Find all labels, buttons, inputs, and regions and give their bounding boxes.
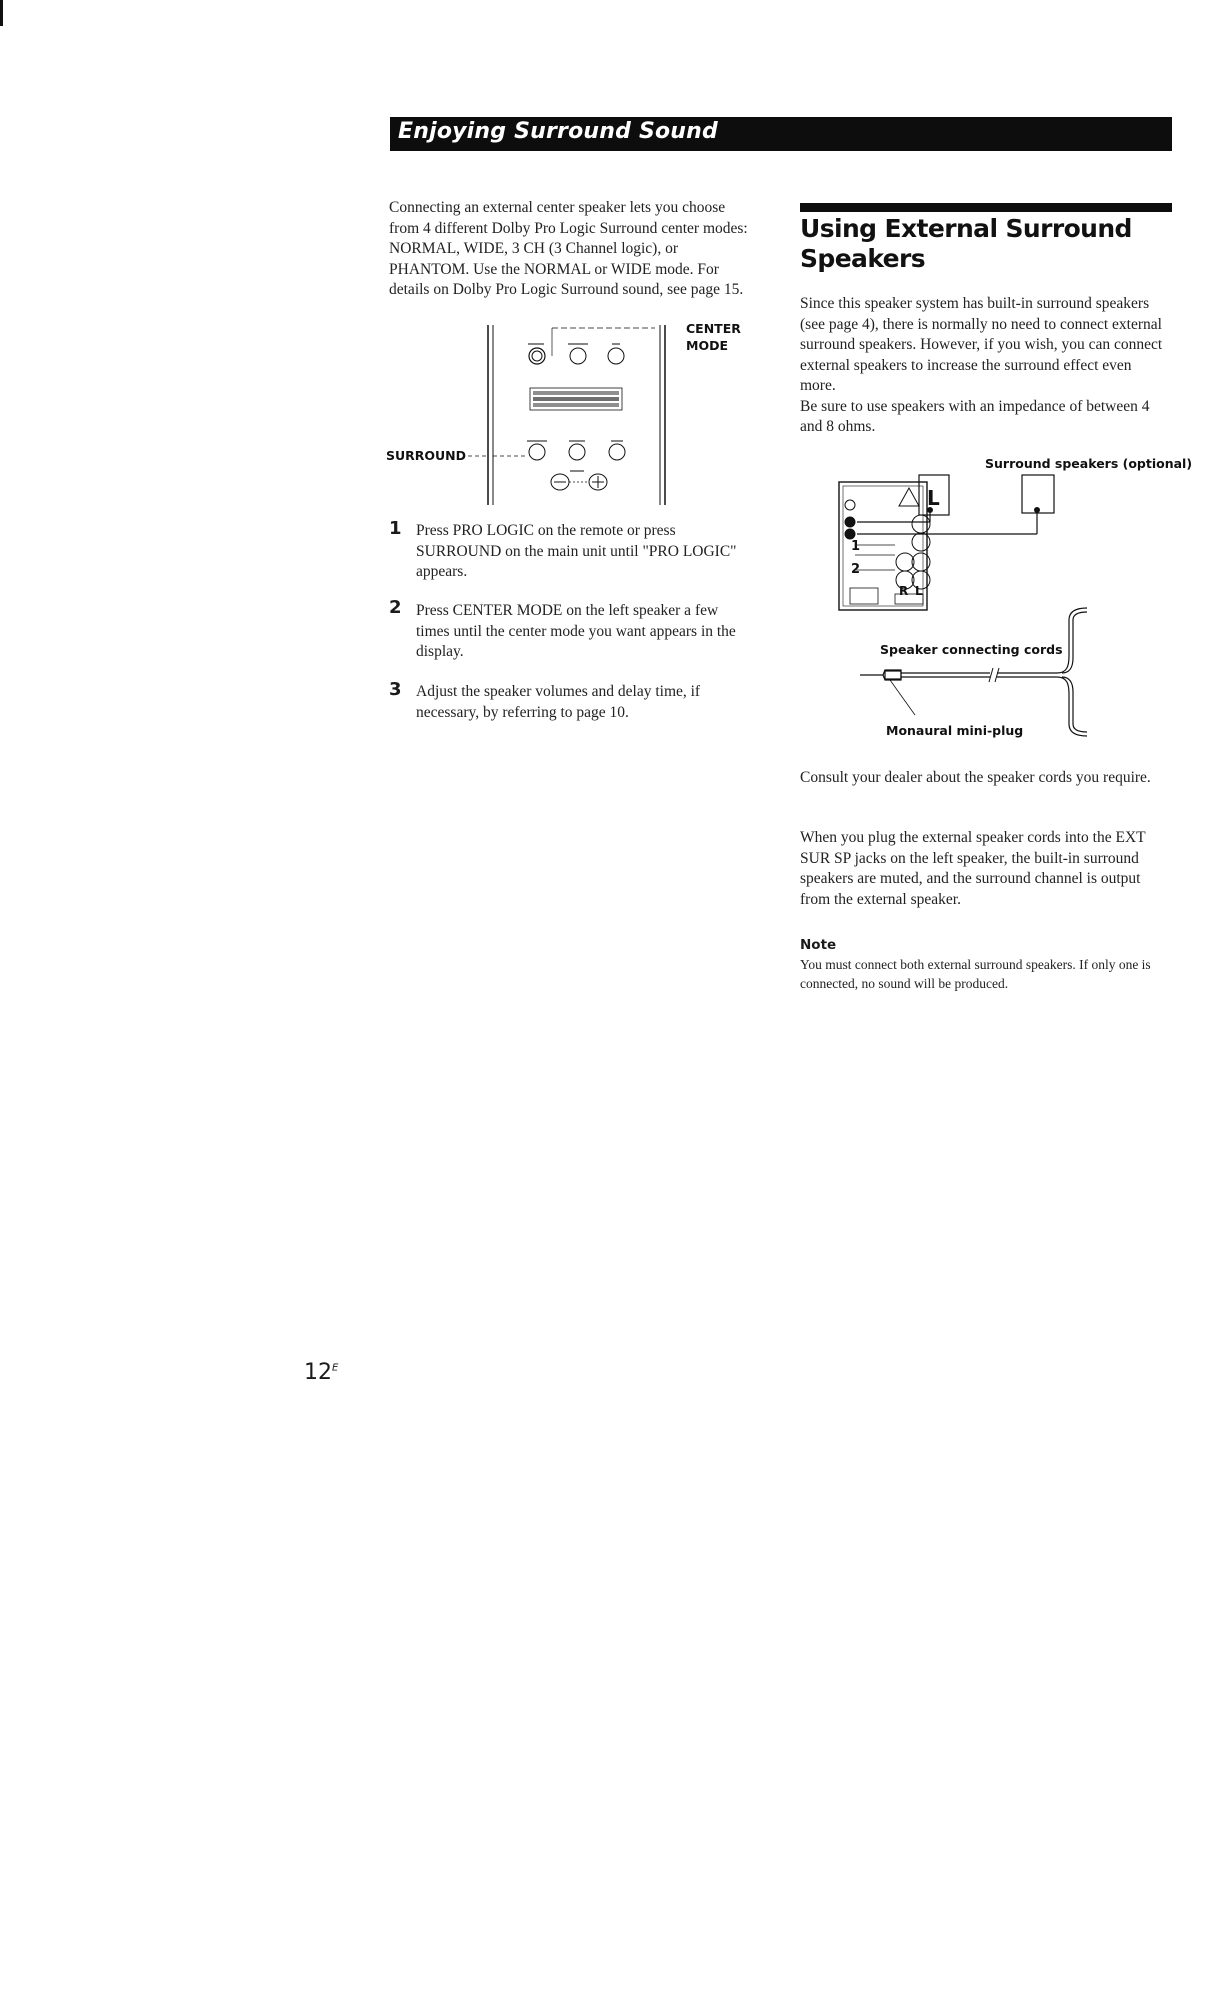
surround-speakers-label: Surround speakers (optional) bbox=[985, 456, 1193, 471]
heading-rule bbox=[800, 203, 1172, 212]
step-text-1: Press PRO LOGIC on the remote or press SURROUND on the main unit until "PRO LOGIC" appears. bbox=[416, 522, 737, 580]
connection-diagram bbox=[835, 470, 1185, 750]
mini-plug-label: Monaural mini-plug bbox=[886, 723, 1024, 738]
note-text: You must connect both external surround speakers. If only one is connected, no sound will be produced. bbox=[800, 957, 1151, 991]
step-number-1: 1 bbox=[389, 518, 402, 539]
connecting-cords-label: Speaker connecting cords bbox=[880, 642, 1063, 657]
surround-label: SURROUND bbox=[386, 448, 467, 463]
jack-label-1: 1 bbox=[851, 539, 861, 554]
intro-paragraph: Connecting an external center speaker lets you choose from 4 different Dolby Pro Logic Surround center modes: NORMAL, WIDE, 3 CH (3 Channel logic), or PHANTOM. Use the NORMAL or WIDE mode. For details on Dolby Pro Logic Surround sound, see page 15. bbox=[389, 199, 748, 298]
center-mode-label bbox=[686, 320, 746, 354]
jack-label-r: R bbox=[899, 584, 909, 598]
section-banner-title: Enjoying Surround Sound bbox=[398, 119, 718, 144]
ext-sur-sp-paragraph: When you plug the external speaker cords into the EXT SUR SP jacks on the left speaker, the built-in surround speakers are muted, and the surround channel is output from the external speaker. bbox=[800, 829, 1146, 908]
section-heading: Using External Surround Speakers bbox=[800, 214, 1132, 273]
step-text-3: Adjust the speaker volumes and delay time, if necessary, by referring to page 10. bbox=[416, 683, 701, 721]
builtin-speakers-text: Since this speaker system has built-in surround speakers (see page 4), there is normally no need to connect external surround speakers. However, if you wish, you can connect external speakers to increase the surround effect even more. bbox=[800, 295, 1163, 394]
dealer-paragraph: Consult your dealer about the speaker cords you require. bbox=[800, 769, 1151, 786]
scan-edge-mark bbox=[0, 0, 3, 26]
page-number-suffix: E bbox=[332, 1362, 339, 1374]
note-title: Note bbox=[800, 937, 837, 953]
jack-label-l: L bbox=[915, 584, 923, 598]
page-number bbox=[304, 1360, 338, 1385]
jack-label-2: 2 bbox=[851, 562, 861, 577]
impedance-intro-paragraph bbox=[800, 294, 1170, 438]
step-number-3: 3 bbox=[389, 679, 402, 700]
step-number-2: 2 bbox=[389, 597, 402, 618]
page-number-value: 12 bbox=[304, 1360, 332, 1385]
step-text-2: Press CENTER MODE on the left speaker a few times until the center mode you want appears in the display. bbox=[416, 602, 736, 660]
impedance-text: Be sure to use speakers with an impedance of between 4 and 8 ohms. bbox=[800, 397, 1150, 435]
panel-letter-l: L bbox=[927, 486, 940, 510]
center-mode-label-text: CENTER MODE bbox=[686, 321, 741, 353]
